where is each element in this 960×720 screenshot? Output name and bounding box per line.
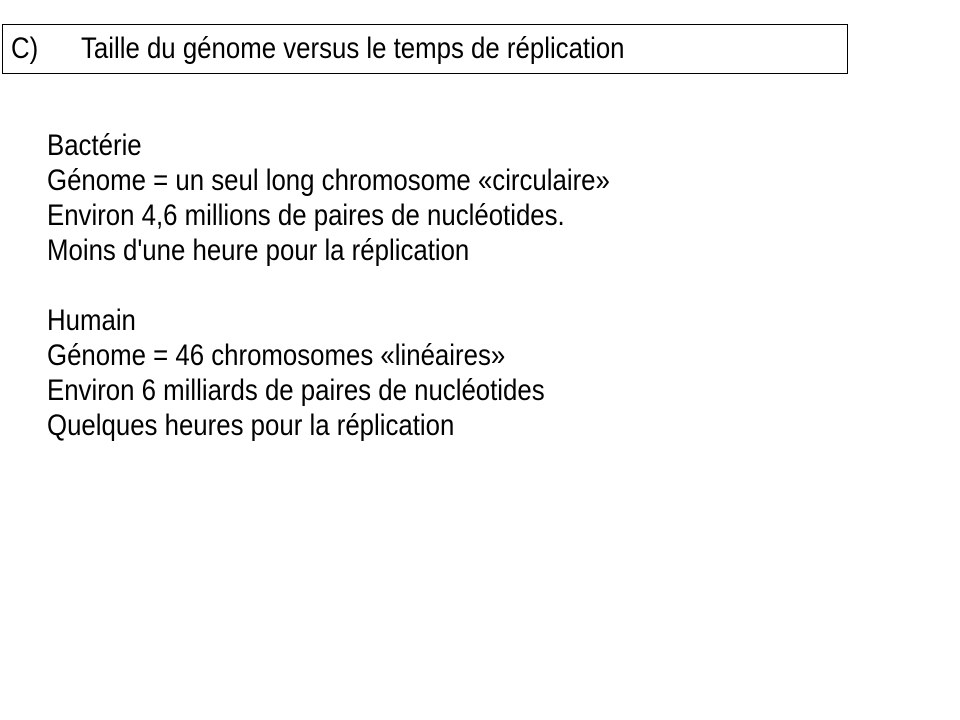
slide-content bbox=[47, 128, 702, 443]
bacteria-time: Moins d'une heure pour la réplication bbox=[47, 234, 470, 267]
bacteria-block bbox=[47, 128, 702, 268]
human-size: Environ 6 milliards de paires de nucléotides bbox=[47, 374, 545, 407]
bacteria-genome: Génome = un seul long chromosome «circulaire» bbox=[47, 164, 610, 197]
section-heading-box bbox=[2, 24, 848, 74]
bacteria-size: Environ 4,6 millions de paires de nucléotides. bbox=[47, 199, 565, 232]
human-title: Humain bbox=[47, 304, 136, 337]
human-time: Quelques heures pour la réplication bbox=[47, 409, 455, 442]
bacteria-title: Bactérie bbox=[47, 129, 142, 162]
section-title: Taille du génome versus le temps de réplication bbox=[81, 32, 625, 65]
human-genome: Génome = 46 chromosomes «linéaires» bbox=[47, 339, 506, 372]
section-letter: C) bbox=[11, 32, 39, 65]
human-block bbox=[47, 303, 702, 443]
block-spacer bbox=[47, 268, 702, 303]
